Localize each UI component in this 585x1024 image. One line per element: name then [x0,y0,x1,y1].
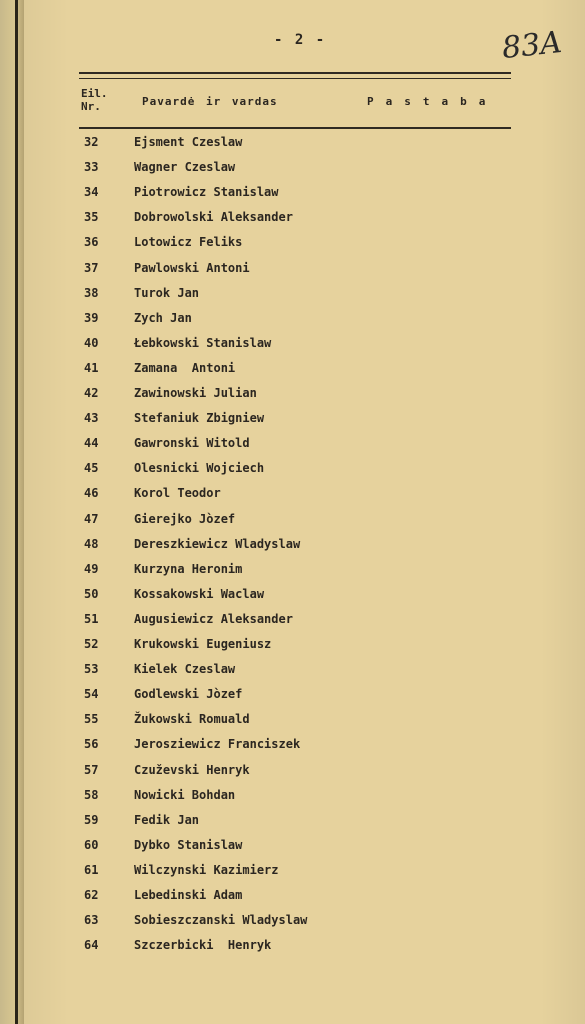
person-name: Turok Jan [134,285,200,300]
person-name: Žukowski Romuald [134,712,250,727]
person-name: Godlewski Jòzef [134,687,243,702]
person-name: Zawinowski Julian [134,386,257,400]
row-number: 63 [84,913,99,928]
person-name: Kurzyna Heronim [134,561,243,576]
person-name: Olesnicki Wojciech [134,461,265,476]
person-name: Łebkowski Stanislaw [134,335,272,350]
person-name: Nowicki Bohdan [134,787,236,802]
row-number: 58 [84,787,99,802]
person-name: Pawlowski Antoni [134,260,250,275]
row-number: 61 [84,862,99,877]
person-name: Kielek Czeslaw [134,662,236,677]
person-name: Ejsment Czeslaw [134,135,243,149]
archive-number-handwritten: 83A [500,24,564,67]
row-number: 50 [84,586,99,601]
row-number: 64 [84,938,99,953]
row-number: 49 [84,561,99,576]
row-number: 56 [84,737,99,752]
person-name: Zych Jan [134,310,192,325]
person-name: Wagner Czeslaw [134,160,236,175]
row-number: 42 [84,386,99,400]
row-number: 40 [84,335,99,350]
person-name: Fedik Jan [134,812,200,827]
person-name: Augusiewicz Aleksander [134,611,293,626]
row-number: 36 [84,235,99,250]
row-number: 35 [84,210,99,225]
person-name: Lebedinski Adam [134,888,243,902]
person-name: Lotowicz Feliks [134,235,243,250]
row-number: 51 [84,611,99,626]
person-name: Stefaniuk Zbigniew [134,411,265,426]
person-name: Korol Teodor [134,486,221,501]
row-number: 62 [84,888,99,902]
column-header-nr: Eil. Nr. [81,87,108,113]
row-number: 59 [84,812,99,827]
row-number: 34 [84,185,99,200]
person-name: Dereszkiewicz Wladyslaw [134,536,301,551]
person-name: Czuževski Henryk [134,762,250,777]
header-rule-top [79,72,511,74]
person-name: Dobrowolski Aleksander [134,210,293,225]
person-name: Gierejko Jòzef [134,511,236,526]
person-name: Zamana Antoni [134,360,236,375]
person-name: Gawronski Witold [134,436,250,451]
row-number: 46 [84,486,99,501]
header-rule-top-thin [79,78,511,79]
header-rule-bottom [79,127,511,129]
page-number: - 2 - [274,32,327,48]
person-name: Sobieszczanski Wladyslaw [134,913,308,928]
row-number: 45 [84,461,99,476]
person-name: Jerosziewicz Franciszek [134,737,301,752]
column-header-note: Pastaba [367,95,498,108]
person-name: Dybko Stanislaw [134,837,243,852]
row-number: 54 [84,687,99,702]
row-number: 48 [84,536,99,551]
row-number: 32 [84,135,99,149]
row-number: 47 [84,511,99,526]
row-number: 52 [84,637,99,651]
row-number: 57 [84,762,99,777]
row-number: 37 [84,260,99,275]
person-name: Szczerbicki Henryk [134,938,272,953]
row-number: 53 [84,662,99,677]
row-number: 44 [84,436,99,451]
spine-edge [15,0,18,1024]
row-number: 60 [84,837,99,852]
person-name: Krukowski Eugeniusz [134,637,272,651]
person-name: Kossakowski Waclaw [134,586,265,601]
row-number: 41 [84,360,99,375]
person-name: Wilczynski Kazimierz [134,862,279,877]
person-name: Piotrowicz Stanislaw [134,185,279,200]
column-header-name: Pavardė ir vardas [142,95,278,108]
row-number: 39 [84,310,99,325]
row-number: 38 [84,285,99,300]
row-number: 33 [84,160,99,175]
row-number: 55 [84,712,99,727]
book-binding [0,0,24,1024]
row-number: 43 [84,411,99,426]
document-page [24,0,585,1024]
